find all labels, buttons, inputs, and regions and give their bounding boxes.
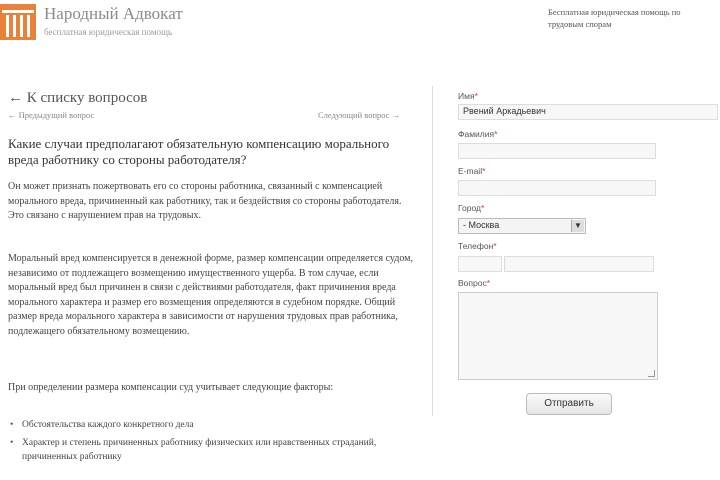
submit-button[interactable]: Отправить — [526, 393, 612, 415]
column-divider — [432, 86, 433, 416]
logo-icon[interactable] — [0, 4, 36, 40]
list-item: • Характер и степень причиненных работнику физических или нравственных страданий, причиненных работнику — [8, 436, 418, 464]
city-select-value: - Москва — [463, 220, 500, 230]
question-title: Какие случаи предполагают обязательную компенсацию морального вреда работнику со стороны работодателя? — [8, 136, 390, 167]
email-label: E-mail* — [458, 166, 486, 176]
surname-label: Фамилия* — [458, 129, 498, 139]
resize-grip-icon[interactable] — [648, 370, 655, 377]
phone-code-field[interactable] — [458, 256, 502, 272]
site-subtitle: бесплатная юридическая помощь — [44, 27, 173, 37]
name-field[interactable]: Рвений Аркадьевич — [458, 104, 718, 120]
factors-list — [8, 418, 418, 468]
list-item: • Обстоятельства каждого конкретного дела — [8, 418, 418, 432]
header-note: Бесплатная юридическая помощь по трудовым спорам — [548, 7, 681, 29]
answer-paragraph: Моральный вред компенсируется в денежной форме, размер компенсации определяется судом, независимо от подлежащего возмещению имущественного ущерба. В том случае, если моральный вред был причинен в связи с действиями работодателя, факт причинения вреда морального характера и размер его возмещения определяются в судебном порядке. Общий размер вреда морального характера в зависимости от нарушения трудовых прав работника, подлежащего обязательному возмещению. — [8, 253, 413, 337]
back-to-list-link[interactable]: ← К списку вопросов — [8, 90, 148, 106]
answer-paragraph: При определении размера компенсации суд учитывает следующие факторы: — [8, 382, 334, 393]
chevron-down-icon[interactable]: ▼ — [571, 220, 584, 232]
name-label: Имя* — [458, 91, 478, 101]
question-label: Вопрос* — [458, 278, 491, 288]
phone-number-field[interactable] — [504, 256, 654, 272]
site-title[interactable]: Народный Адвокат — [44, 4, 183, 23]
question-textarea[interactable] — [458, 292, 658, 380]
surname-field[interactable] — [458, 143, 656, 159]
phone-label: Телефон* — [458, 241, 497, 251]
next-question-link[interactable]: Следующий вопрос → — [318, 110, 401, 120]
city-label: Город* — [458, 203, 485, 213]
previous-question-link[interactable]: ← Предыдущий вопрос — [8, 110, 95, 120]
city-select[interactable] — [458, 218, 586, 234]
answer-paragraph: Он может признать пожертвовать его со стороны работника, связанный с компенсацией морального вреда, причиненный как работнику, так и бездействия со стороны работодателя. Это связано с нарушением прав на трудовых. — [8, 181, 402, 221]
email-field[interactable] — [458, 180, 656, 196]
